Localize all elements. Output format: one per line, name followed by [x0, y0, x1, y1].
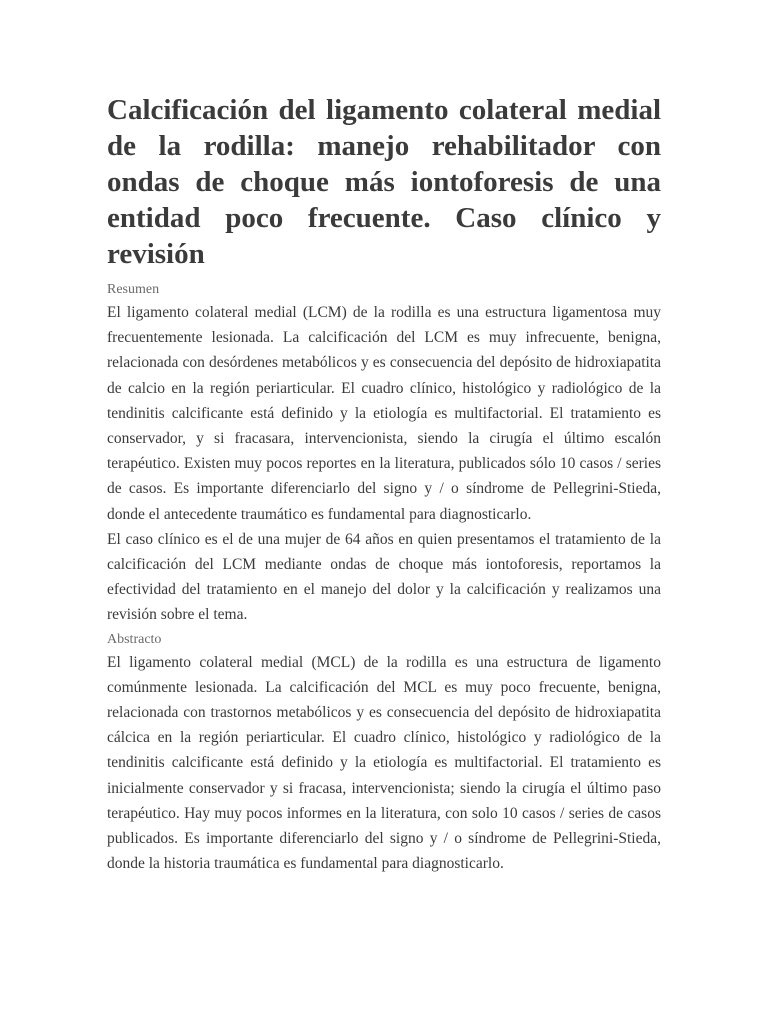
abstracto-heading: Abstracto — [107, 631, 162, 647]
abstracto-paragraph-1: El ligamento colateral medial (MCL) de la rodilla es una estructura de ligamento comúnmente lesionada. La calcificación del MCL es muy poco frecuente, benigna, relacionada con trastornos metabólicos y es consecuencia del depósito de hidroxiapatita cálcica en la región periarticular. El cuadro clínico, histológico y radiológico de la tendinitis calcificante está definido y la etiología es multifactorial. El tratamiento es inicialmente conservador y si fracasa, intervencionista; siendo la cirugía el último paso terapéutico. Hay muy pocos informes en la literatura, con solo 10 casos / series de casos publicados. Es importante diferenciarlo del signo y / o síndrome de Pellegrini-Stieda, donde la historia traumática es fundamental para diagnosticarlo. — [107, 653, 661, 873]
resumen-heading: Resumen — [107, 282, 160, 297]
resumen-paragraph-1: El ligamento colateral medial (LCM) de la rodilla es una estructura ligamentosa muy frecuentemente lesionada. La calcificación del LCM es muy infrecuente, benigna, relacionada con desórdenes metabólicos y es consecuencia del depósito de hidroxiapatita de calcio en la región periarticular. El cuadro clínico, histológico y radiológico de la tendinitis calcificante está definido y la etiología es multifactorial. El tratamiento es conservador, y si fracasara, intervencionista, siendo la cirugía el último escalón terapéutico. Existen muy pocos reportes en la literatura, publicados sólo 10 casos / series de casos. Es importante diferenciarlo del signo y / o síndrome de Pellegrini-Stieda, donde el antecedente traumático es fundamental para diagnosticarlo. — [107, 304, 661, 523]
document-page — [107, 92, 661, 876]
resumen-paragraph-2: El caso clínico es el de una mujer de 64 años en quien presentamos el tratamiento de la calcificación del LCM mediante ondas de choque más iontoforesis, reportamos la efectividad del tratamiento en el manejo del dolor y la calcificación y realizamos una revisión sobre el tema. — [107, 530, 661, 624]
document-title: Calcificación del ligamento colateral medial de la rodilla: manejo rehabilitador con ondas de choque más iontoforesis de una entidad poco frecuente. Caso clínico y revisión — [107, 94, 661, 270]
